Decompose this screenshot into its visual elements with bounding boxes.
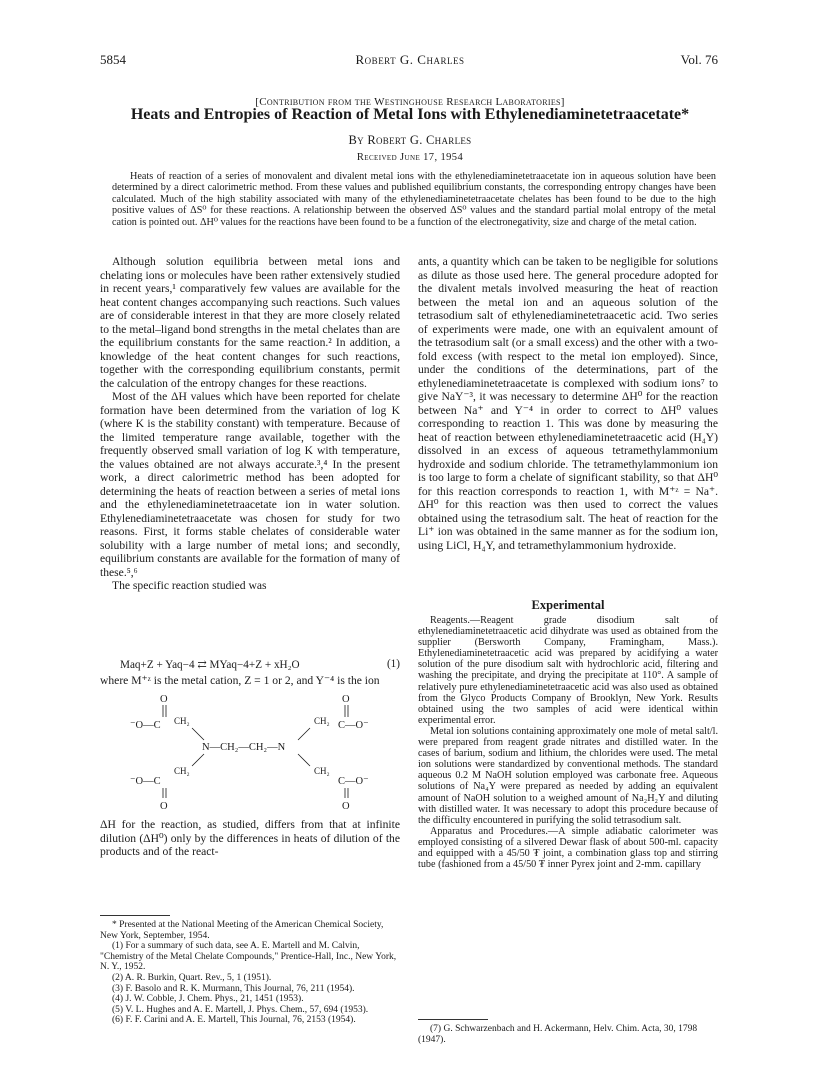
apparatus-paragraph: Apparatus and Procedures.—A simple adiabatic calorimeter was employed consisting of a silvered Dewar flask of about 500-ml. capacity and equipped with a 45/50 ₮ joint, a combination glass top and stirring tube (fashioned from a 45/50 ₮ inner Pyrex joint and 2-mm. capillary [418,825,718,871]
carboxylate-bottom-left: ⁻O—C [130,776,161,787]
footnote: * Presented at the National Meeting of the American Chemical Society, New York, September, 1954. [100,920,384,941]
footnote-rule-left [100,915,170,916]
methylene-bottom-left: CH₂ [174,766,190,776]
dilution-paragraph [100,818,400,859]
footnote: (2) A. R. Burkin, Quart. Rev., 5, 1 (1951). [112,972,272,983]
methylene-bottom-right: CH₂ [314,766,330,776]
ethylenediamine-backbone: N—CH₂—CH₂—N [202,742,286,753]
ion-definition [100,674,400,688]
footnote: (7) G. Schwarzenbach and H. Ackermann, Helv. Chim. Acta, 30, 1798 (1947). [418,1024,698,1045]
footnote: (5) V. L. Hughes and A. E. Martell, J. Phys. Chem., 57, 694 (1953). [112,1004,369,1015]
footnotes-left [100,920,400,1026]
footnote: (6) F. F. Carini and A. E. Martell, This Journal, 76, 2153 (1954). [112,1015,356,1026]
carboxylate-bottom-right: C—O⁻ [338,776,369,787]
equation-number: (1) [386,658,400,670]
intro-paragraph-1: Although solution equilibria between metal ions and chelating ions or molecules have been rather extensively studied in recent years,¹ comparatively few values are available for the heat content changes accompanying such reactions. Such values are of considerable interest in that they are more closely related to the metal–ligand bond strengths in the metal chelates than are the equilibrium constants for the same reaction.² In addition, a knowledge of the heat content changes for such reactions, together with the corresponding equilibrium constants, permit the calculation of the entropy changes for these reactions. [100,255,400,390]
footnote: (1) For a summary of such data, see A. E. Martell and M. Calvin, "Chemistry of the Metal Chelate Compounds," Prentice-Hall, Inc., New York, N. Y., 1952. [100,941,397,973]
carboxylate-top-left: ⁻O—C [130,720,161,731]
ion-definition-text: where M⁺ᶻ is the metal cation, Z = 1 or 2, and Y⁻⁴ is the ion [100,674,380,687]
methylene-top-right: CH₂ [314,716,330,726]
section-heading-experimental: Experimental [531,598,605,612]
oxygen-top-left: O [160,694,168,705]
running-head: Robert G. Charles [355,52,465,67]
reaction-equation [100,658,400,672]
left-column [100,255,400,593]
right-column [418,255,718,552]
footnote-rule-right [418,1019,488,1020]
article-title: Heats and Entropies of Reaction of Metal Ions with Ethylenediaminetetraacetate* [130,106,690,123]
intro-paragraph-2: Most of the ΔH values which have been reported for chelate formation have been determined from the variation of log K (where K is the stability constant) with temperature. Because of the limited temperature range available, together with the frequently observed small variation of log K with temperature, the values obtained are not always accurate.³,⁴ In the present work, a direct calorimetric method has been adopted for determining the heats of reaction between a series of metal ions and the ethylenediaminetetraacetate ion in water solution. Ethylenediaminetetraacetate was chosen for study for two reasons. First, it forms stable chelates of considerable water solubility with a large number of metal ions; and secondly, equilibrium constants are available for the formation of many of these.⁵,⁶ [100,390,400,579]
abstract-text: Heats of reaction of a series of monovalent and divalent metal ions with the ethylenediaminetetraacetate ion in aqueous solution have been determined by a direct calorimetric method. From these values and published equilibrium constants, the corresponding entropy changes have been calculated. Much of the high stability associated with many of the ethylenediaminetetraacetate chelates has been found to be due to the high positive values of ΔS⁰ for these reactions. A relationship between the observed ΔS⁰ values and the standard partial molal entropy of the metal cation is pointed out. ΔH⁰ values for the reactions have been found to be a function of the electronegativity, size and charge of the metal cation. [112,171,716,228]
reagents-paragraph: Reagents.—Reagent grade disodium salt of ethylenediaminetetraacetic acid dihydrate was used as obtained from the supplier (Bersworth Company, Framingham, Mass.). Ethylenediaminetetraacetic acid was prepared by acidifying a water solution of the pure disodium salt with hydrochloric acid, filtering and washing the precipitate, and drying the precipitate at 110°. A sample of relatively pure ethylenediaminetetraacetic acid was also used as obtained from the Glyco Products Company of Brooklyn, New York. Results obtained using the two samples of acid were identical within experimental error. [418,615,718,726]
oxygen-bottom-right: O [342,801,350,812]
procedure-paragraph: ants, a quantity which can be taken to be negligible for solutions as dilute as those used here. The general procedure adopted for the divalent metals involved measuring the heat of reaction between the metal ion and an aqueous solution of the tetrasodium salt of ethylenediaminetetraacetic acid. Two series of experiments were made, one with an equivalent amount of the tetrasodium salt (or a small excess) and the other with a two-fold excess (with respect to the metal ion employed). Since, under the conditions of the determinations, part of the ethylenediaminetetraacetate is complexed with sodium ions⁷ to give NaY⁻³, it was necessary to determine ΔH⁰ for the reaction between Na⁺ and Y⁻⁴ in order to correct to ΔH⁰ values corresponding to reaction 1. This was done by measuring the heat of reaction between ethylenediaminetetraacetic acid (H₄Y) dissolved in an excess of aqueous tetramethylammonium hydroxide and sodium chloride. The tetramethylammonium ion is too large to form a chelate of significant stability, so that ΔH⁰ for this reaction corresponds to reaction 1, with M⁺ᶻ = Na⁺. ΔH⁰ for this reaction was then used to correct the values obtained using the tetrasodium salt. The heat of reaction for the Li⁺ ion was obtained in the same manner as for the sodium ion, using LiCl, H₄Y, and tetramethylammonium hydroxide. [418,255,718,552]
footnote: (4) J. W. Cobble, J. Chem. Phys., 21, 1451 (1953). [112,994,304,1005]
byline: By Robert G. Charles [348,133,472,147]
metal-ion-paragraph: Metal ion solutions containing approximately one mole of metal salt/l. were prepared from reagent grade nitrates and distilled water. In the cases of barium, sodium and lithium, the chlorides were used. The metal ion solutions were standardized by conventional methods. The standard aqueous 0.2 M NaOH solution employed was carbonate free. Aqueous solutions of Na₄Y were prepared as needed by adding an equivalent amount of NaOH solution to a weighed amount of Na₂H₂Y and diluting with distilled water. It was necessary to adopt this procedure because of the difficulty encountered in purifying the solid tetrasodium salt. [418,725,718,826]
abstract [112,171,716,228]
received-date: Received June 17, 1954 [356,152,464,163]
dilution-text: ΔH for the reaction, as studied, differs from that at infinite dilution (ΔH⁰) only by the differences in heats of dilution of the products and of the react- [100,818,400,858]
intro-paragraph-3: The specific reaction studied was [112,579,267,592]
experimental-section [418,615,718,870]
oxygen-bottom-left: O [160,801,168,812]
footnotes-right [418,1024,718,1045]
edta-structure-diagram [110,692,390,812]
contribution-line: [Contribution from the Westinghouse Research Laboratories] [255,96,565,108]
page-number: 5854 [100,52,126,67]
equation-text: Maq+Z + Yaq−4 ⇄ MYaq−4+Z + xH₂O [120,659,300,671]
oxygen-top-right: O [342,694,350,705]
volume-label: Vol. 76 [680,52,718,67]
footnote: (3) F. Basolo and R. K. Murmann, This Journal, 76, 211 (1954). [112,983,355,994]
carboxylate-top-right: C—O⁻ [338,720,369,731]
methylene-top-left: CH₂ [174,716,190,726]
